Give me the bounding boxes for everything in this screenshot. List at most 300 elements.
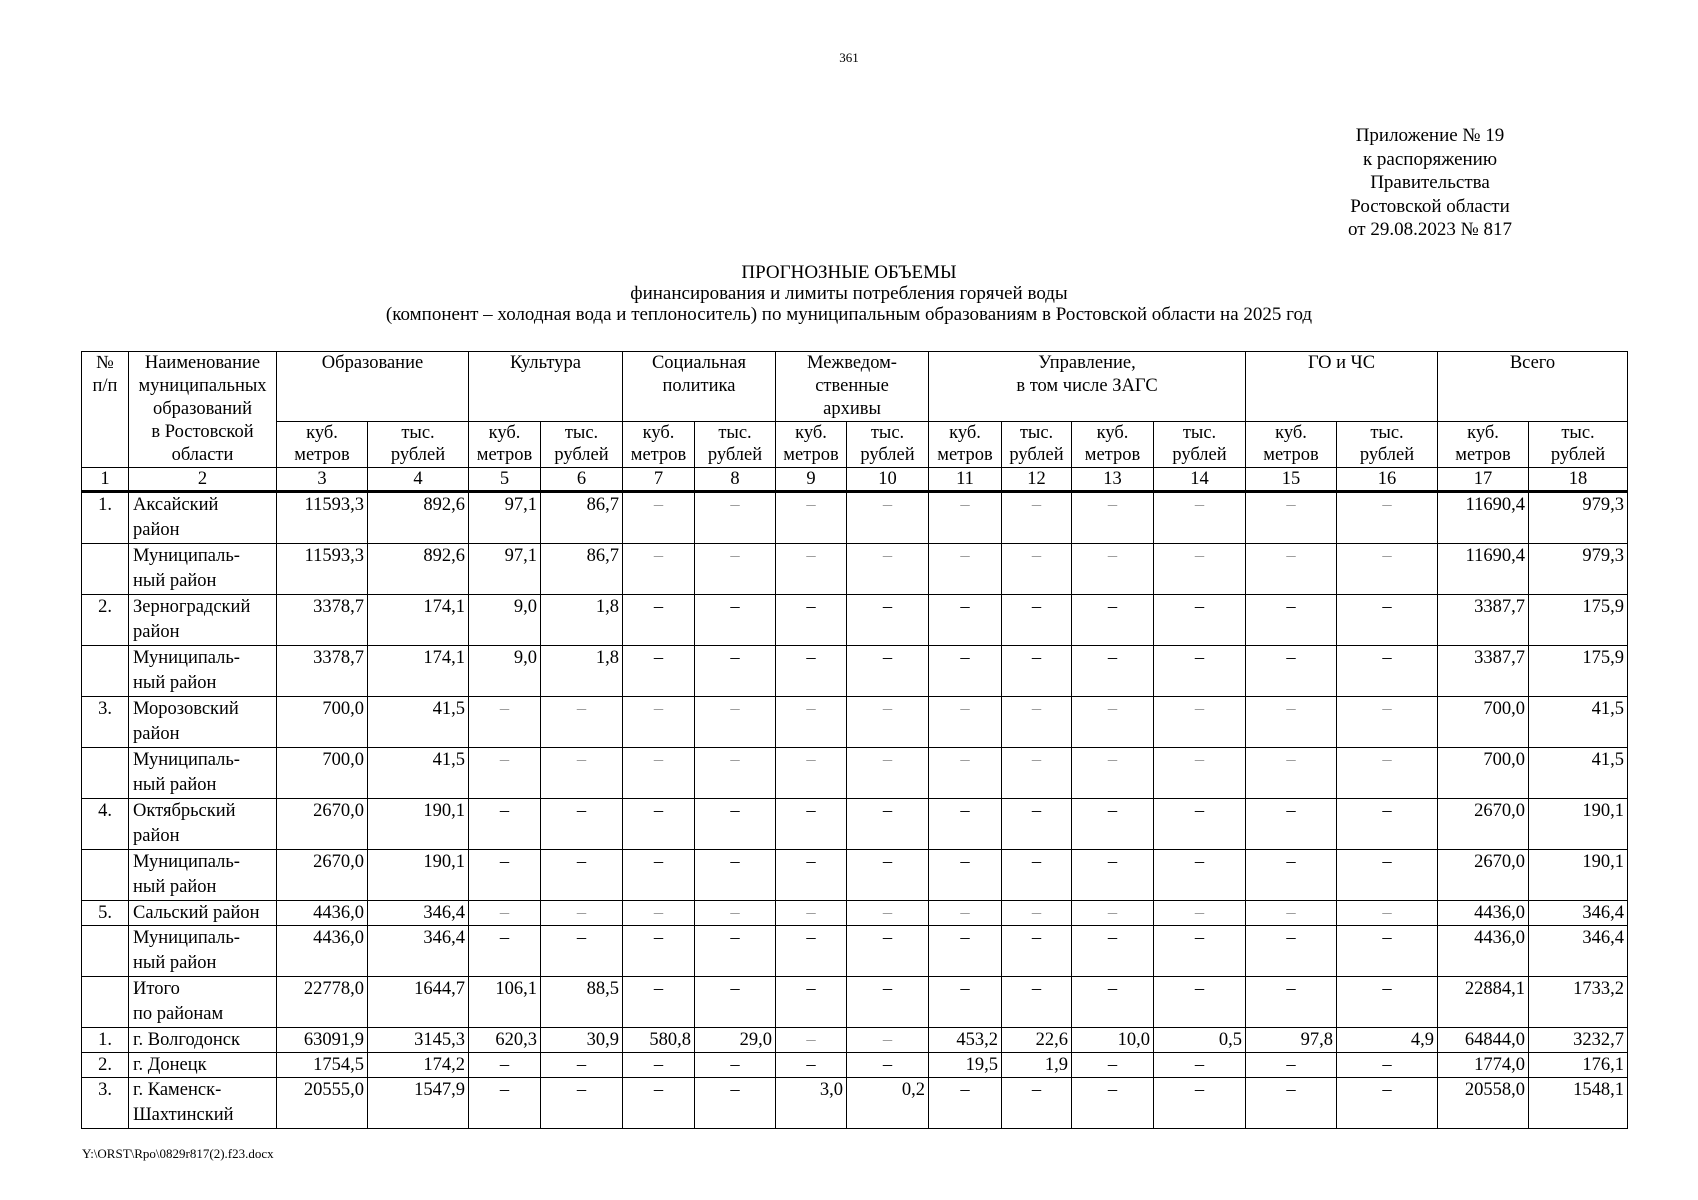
- unit-text: рублей: [1172, 445, 1227, 465]
- row-number: 4.: [82, 799, 129, 850]
- value-cell: 580,8: [623, 1028, 695, 1053]
- header-text: в том числе ЗАГС: [1016, 376, 1158, 396]
- appendix-line: от 29.08.2023 № 817: [1348, 219, 1512, 240]
- footer-file-path: Y:\ORST\Rpo\0829r817(2).f23.docx: [82, 1146, 274, 1161]
- value-cell: 86,7: [541, 544, 623, 595]
- empty-value-cell: –: [1002, 544, 1072, 595]
- empty-value-cell: –: [1002, 595, 1072, 646]
- value-cell: 19,5: [929, 1053, 1002, 1078]
- municipality-name: [129, 926, 277, 977]
- header-num: [82, 352, 129, 468]
- table-row: [82, 492, 1628, 544]
- empty-value-cell: –: [847, 697, 929, 748]
- column-number: 3: [277, 468, 368, 492]
- unit-cubic-meters: [1246, 422, 1337, 468]
- appendix-note: [1300, 124, 1560, 242]
- empty-value-cell: –: [1154, 544, 1246, 595]
- empty-value-cell: –: [1072, 926, 1154, 977]
- empty-value-cell: –: [847, 799, 929, 850]
- unit-cubic-meters: [1072, 422, 1154, 468]
- empty-value-cell: –: [1002, 748, 1072, 799]
- unit-thousand-rubles: [1337, 422, 1438, 468]
- empty-value-cell: –: [695, 977, 776, 1028]
- empty-value-cell: –: [623, 1078, 695, 1129]
- unit-text: тыс.: [401, 423, 435, 443]
- unit-cubic-meters: [623, 422, 695, 468]
- unit-thousand-rubles: [1002, 422, 1072, 468]
- value-cell: 346,4: [1529, 901, 1628, 926]
- row-number: 3.: [82, 1078, 129, 1129]
- value-cell: 20558,0: [1438, 1078, 1529, 1129]
- unit-text: метров: [1084, 445, 1141, 465]
- value-cell: 1,8: [541, 595, 623, 646]
- header-name: [129, 352, 277, 468]
- value-cell: 4436,0: [1438, 901, 1529, 926]
- unit-thousand-rubles: [1529, 422, 1628, 468]
- empty-value-cell: –: [1002, 977, 1072, 1028]
- municipality-name-line: Итого: [133, 979, 180, 999]
- empty-value-cell: –: [695, 544, 776, 595]
- value-cell: 1754,5: [277, 1053, 368, 1078]
- value-cell: 1,8: [541, 646, 623, 697]
- row-number: [82, 850, 129, 901]
- value-cell: 11690,4: [1438, 492, 1529, 544]
- value-cell: 979,3: [1529, 492, 1628, 544]
- unit-thousand-rubles: [1154, 422, 1246, 468]
- header-text: Культура: [510, 353, 581, 373]
- header-group-civil-defense: [1246, 352, 1438, 422]
- value-cell: 174,1: [368, 646, 469, 697]
- municipality-name: [129, 977, 277, 1028]
- value-cell: 3387,7: [1438, 646, 1529, 697]
- column-number: 14: [1154, 468, 1246, 492]
- header-group-culture: [469, 352, 623, 422]
- empty-value-cell: –: [1246, 901, 1337, 926]
- table-row: [82, 646, 1628, 697]
- unit-text: куб.: [642, 423, 675, 443]
- empty-value-cell: –: [695, 1078, 776, 1129]
- empty-value-cell: –: [623, 544, 695, 595]
- value-cell: 1774,0: [1438, 1053, 1529, 1078]
- value-cell: 9,0: [469, 595, 541, 646]
- value-cell: 10,0: [1072, 1028, 1154, 1053]
- municipality-name-line: Морозовский: [133, 699, 239, 719]
- value-cell: 1547,9: [368, 1078, 469, 1129]
- header-text: Социальная: [651, 353, 747, 373]
- empty-value-cell: –: [1154, 926, 1246, 977]
- empty-value-cell: –: [1246, 697, 1337, 748]
- appendix-line: Правительства: [1370, 172, 1490, 193]
- empty-value-cell: –: [1002, 1078, 1072, 1129]
- empty-value-cell: –: [623, 492, 695, 544]
- empty-value-cell: –: [1337, 595, 1438, 646]
- unit-text: рублей: [390, 445, 446, 465]
- value-cell: 0,2: [847, 1078, 929, 1129]
- header-text: Межведом-: [807, 353, 897, 373]
- unit-cubic-meters: [929, 422, 1002, 468]
- value-cell: 2670,0: [277, 799, 368, 850]
- header-group-total: [1438, 352, 1628, 422]
- column-number: 16: [1337, 468, 1438, 492]
- column-number: 11: [929, 468, 1002, 492]
- header-text: в Ростовской: [151, 422, 254, 442]
- value-cell: 106,1: [469, 977, 541, 1028]
- row-number: 1.: [82, 1028, 129, 1053]
- header-text: архивы: [823, 399, 881, 419]
- municipality-name: [129, 850, 277, 901]
- empty-value-cell: –: [847, 748, 929, 799]
- value-cell: 2670,0: [277, 850, 368, 901]
- empty-value-cell: –: [469, 1078, 541, 1129]
- value-cell: 174,1: [368, 595, 469, 646]
- empty-value-cell: –: [1154, 646, 1246, 697]
- unit-text: метров: [783, 445, 839, 465]
- value-cell: 64844,0: [1438, 1028, 1529, 1053]
- page-number: 361: [839, 50, 859, 65]
- empty-value-cell: –: [929, 850, 1002, 901]
- empty-value-cell: –: [1072, 1078, 1154, 1129]
- value-cell: 41,5: [368, 697, 469, 748]
- empty-value-cell: –: [1002, 901, 1072, 926]
- value-cell: 3,0: [776, 1078, 847, 1129]
- value-cell: 346,4: [368, 926, 469, 977]
- empty-value-cell: –: [776, 646, 847, 697]
- empty-value-cell: –: [929, 544, 1002, 595]
- unit-cubic-meters: [469, 422, 541, 468]
- empty-value-cell: –: [1154, 901, 1246, 926]
- column-number: 1: [82, 468, 129, 492]
- empty-value-cell: –: [929, 977, 1002, 1028]
- value-cell: 22778,0: [277, 977, 368, 1028]
- empty-value-cell: –: [1002, 646, 1072, 697]
- empty-value-cell: –: [695, 1053, 776, 1078]
- empty-value-cell: –: [1246, 1053, 1337, 1078]
- table-row: [82, 850, 1628, 901]
- municipality-name-line: район: [133, 622, 180, 642]
- municipality-name-line: Аксайский: [133, 495, 219, 515]
- empty-value-cell: –: [929, 492, 1002, 544]
- empty-value-cell: –: [469, 799, 541, 850]
- municipality-name-line: Сальский район: [133, 903, 260, 923]
- unit-text: метров: [476, 445, 533, 465]
- table-row: [82, 595, 1628, 646]
- header-row-groups: [82, 352, 1628, 422]
- municipality-name: [129, 748, 277, 799]
- empty-value-cell: –: [1154, 850, 1246, 901]
- value-cell: 892,6: [368, 492, 469, 544]
- table-row: [82, 544, 1628, 595]
- unit-thousand-rubles: [541, 422, 623, 468]
- unit-text: рублей: [1359, 445, 1415, 465]
- column-number: 4: [368, 468, 469, 492]
- empty-value-cell: –: [1154, 1053, 1246, 1078]
- unit-text: тыс.: [1561, 423, 1595, 443]
- table-row: [82, 901, 1628, 926]
- municipality-name: [129, 646, 277, 697]
- empty-value-cell: –: [695, 595, 776, 646]
- municipality-name-line: Муниципаль-: [133, 750, 240, 770]
- value-cell: 4,9: [1337, 1028, 1438, 1053]
- value-cell: 190,1: [368, 799, 469, 850]
- empty-value-cell: –: [469, 748, 541, 799]
- empty-value-cell: –: [541, 799, 623, 850]
- municipality-name-line: район: [133, 724, 180, 744]
- value-cell: 41,5: [1529, 748, 1628, 799]
- title-line-3: (компонент – холодная вода и теплоноситель) по муниципальным образованиям в Ростовской области на 2025 год: [385, 304, 1313, 325]
- empty-value-cell: –: [1154, 977, 1246, 1028]
- header-group-archives: [776, 352, 929, 422]
- value-cell: 9,0: [469, 646, 541, 697]
- value-cell: 97,8: [1246, 1028, 1337, 1053]
- empty-value-cell: –: [776, 977, 847, 1028]
- empty-value-cell: –: [847, 492, 929, 544]
- column-number: 10: [847, 468, 929, 492]
- value-cell: 41,5: [1529, 697, 1628, 748]
- empty-value-cell: –: [776, 697, 847, 748]
- empty-value-cell: –: [929, 926, 1002, 977]
- unit-text: метров: [294, 445, 350, 465]
- value-cell: 20555,0: [277, 1078, 368, 1129]
- empty-value-cell: –: [776, 799, 847, 850]
- value-cell: 63091,9: [277, 1028, 368, 1053]
- empty-value-cell: –: [1154, 492, 1246, 544]
- empty-value-cell: –: [623, 901, 695, 926]
- empty-value-cell: –: [1154, 1078, 1246, 1129]
- unit-text: рублей: [860, 445, 915, 465]
- municipality-name: [129, 595, 277, 646]
- empty-value-cell: –: [541, 926, 623, 977]
- value-cell: 88,5: [541, 977, 623, 1028]
- column-number: 18: [1529, 468, 1628, 492]
- municipality-name: [129, 901, 277, 926]
- value-cell: 175,9: [1529, 646, 1628, 697]
- header-text: ственные: [815, 376, 889, 396]
- empty-value-cell: –: [623, 850, 695, 901]
- column-number: 8: [695, 468, 776, 492]
- empty-value-cell: –: [1246, 799, 1337, 850]
- empty-value-cell: –: [1072, 850, 1154, 901]
- municipality-name: [129, 544, 277, 595]
- appendix-line: к распоряжению: [1362, 148, 1498, 170]
- unit-cubic-meters: [776, 422, 847, 468]
- empty-value-cell: –: [541, 697, 623, 748]
- empty-value-cell: –: [847, 901, 929, 926]
- empty-value-cell: –: [776, 901, 847, 926]
- empty-value-cell: –: [776, 544, 847, 595]
- empty-value-cell: –: [929, 1078, 1002, 1129]
- empty-value-cell: –: [1337, 697, 1438, 748]
- empty-value-cell: –: [541, 850, 623, 901]
- empty-value-cell: –: [1337, 799, 1438, 850]
- value-cell: 30,9: [541, 1028, 623, 1053]
- value-cell: 175,9: [1529, 595, 1628, 646]
- empty-value-cell: –: [1002, 926, 1072, 977]
- empty-value-cell: –: [1154, 748, 1246, 799]
- municipality-name: [129, 697, 277, 748]
- unit-text: тыс.: [1370, 423, 1404, 443]
- unit-text: тыс.: [718, 423, 752, 443]
- column-number: 12: [1002, 468, 1072, 492]
- empty-value-cell: –: [847, 926, 929, 977]
- empty-value-cell: –: [1002, 697, 1072, 748]
- unit-text: тыс.: [564, 423, 599, 443]
- title-line-2: финансирования и лимиты потребления горячей воды: [630, 283, 1068, 304]
- empty-value-cell: –: [929, 646, 1002, 697]
- header-text: п/п: [92, 376, 118, 396]
- header-text: Управление,: [1038, 353, 1136, 373]
- value-cell: 1548,1: [1529, 1078, 1628, 1129]
- value-cell: 4436,0: [277, 901, 368, 926]
- empty-value-cell: –: [847, 1028, 929, 1053]
- empty-value-cell: –: [1072, 1053, 1154, 1078]
- empty-value-cell: –: [1072, 492, 1154, 544]
- value-cell: 700,0: [277, 697, 368, 748]
- empty-value-cell: –: [695, 850, 776, 901]
- unit-text: рублей: [707, 445, 763, 465]
- value-cell: 3145,3: [368, 1028, 469, 1053]
- empty-value-cell: –: [1002, 850, 1072, 901]
- value-cell: 2670,0: [1438, 799, 1529, 850]
- municipality-name: [129, 1053, 277, 1078]
- empty-value-cell: –: [1337, 748, 1438, 799]
- row-number: 2.: [82, 1053, 129, 1078]
- value-cell: 346,4: [1529, 926, 1628, 977]
- empty-value-cell: –: [1246, 544, 1337, 595]
- value-cell: 700,0: [1438, 748, 1529, 799]
- appendix-line: Ростовской области: [1350, 195, 1510, 217]
- table-row: [82, 1078, 1628, 1129]
- empty-value-cell: –: [847, 646, 929, 697]
- empty-value-cell: –: [695, 799, 776, 850]
- unit-text: тыс.: [1182, 423, 1217, 443]
- empty-value-cell: –: [1072, 595, 1154, 646]
- empty-value-cell: –: [541, 1078, 623, 1129]
- empty-value-cell: –: [1337, 977, 1438, 1028]
- empty-value-cell: –: [776, 492, 847, 544]
- row-number: [82, 646, 129, 697]
- municipality-name-line: Муниципаль-: [133, 928, 240, 948]
- municipality-name-line: г. Каменск-: [133, 1080, 222, 1100]
- header-text: Всего: [1509, 353, 1556, 373]
- header-group-administration: [929, 352, 1246, 422]
- empty-value-cell: –: [469, 926, 541, 977]
- empty-value-cell: –: [695, 697, 776, 748]
- empty-value-cell: –: [1154, 799, 1246, 850]
- empty-value-cell: –: [623, 799, 695, 850]
- empty-value-cell: –: [1246, 748, 1337, 799]
- empty-value-cell: –: [1246, 646, 1337, 697]
- value-cell: 1644,7: [368, 977, 469, 1028]
- unit-thousand-rubles: [847, 422, 929, 468]
- appendix-line: Приложение № 19: [1355, 125, 1505, 146]
- empty-value-cell: –: [1154, 595, 1246, 646]
- municipality-name-line: Муниципаль-: [133, 852, 240, 872]
- value-cell: 176,1: [1529, 1053, 1628, 1078]
- row-number: [82, 748, 129, 799]
- header-row-units: [82, 422, 1628, 468]
- unit-text: тыс.: [870, 423, 905, 443]
- value-cell: 11593,3: [277, 492, 368, 544]
- column-number: 17: [1438, 468, 1529, 492]
- empty-value-cell: –: [469, 901, 541, 926]
- row-number: [82, 977, 129, 1028]
- empty-value-cell: –: [623, 748, 695, 799]
- table-row: [82, 926, 1628, 977]
- value-cell: 3378,7: [277, 646, 368, 697]
- value-cell: 29,0: [695, 1028, 776, 1053]
- empty-value-cell: –: [929, 901, 1002, 926]
- empty-value-cell: –: [1072, 799, 1154, 850]
- municipality-name-line: район: [133, 826, 180, 846]
- unit-text: рублей: [1009, 445, 1064, 465]
- column-number: 7: [623, 468, 695, 492]
- empty-value-cell: –: [695, 748, 776, 799]
- table-row: [82, 697, 1628, 748]
- empty-value-cell: –: [847, 544, 929, 595]
- empty-value-cell: –: [541, 748, 623, 799]
- value-cell: 979,3: [1529, 544, 1628, 595]
- municipality-name-line: район: [133, 520, 180, 540]
- value-cell: 97,1: [469, 544, 541, 595]
- unit-text: тыс.: [1019, 423, 1054, 443]
- row-number: 3.: [82, 697, 129, 748]
- forecast-table: [81, 351, 1628, 1129]
- empty-value-cell: –: [1154, 697, 1246, 748]
- unit-text: метров: [630, 445, 687, 465]
- header-group-education: [277, 352, 469, 422]
- empty-value-cell: –: [929, 748, 1002, 799]
- empty-value-cell: –: [695, 646, 776, 697]
- empty-value-cell: –: [847, 1053, 929, 1078]
- column-number: 2: [129, 468, 277, 492]
- municipality-name: [129, 1078, 277, 1129]
- municipality-name-line: Муниципаль-: [133, 648, 240, 668]
- value-cell: 346,4: [368, 901, 469, 926]
- value-cell: 700,0: [277, 748, 368, 799]
- empty-value-cell: –: [1246, 595, 1337, 646]
- header-text: муниципальных: [138, 376, 267, 396]
- value-cell: 453,2: [929, 1028, 1002, 1053]
- unit-text: метров: [937, 445, 993, 465]
- value-cell: 3378,7: [277, 595, 368, 646]
- empty-value-cell: –: [1072, 646, 1154, 697]
- empty-value-cell: –: [776, 1053, 847, 1078]
- municipality-name: [129, 492, 277, 544]
- municipality-name-line: Шахтинский: [133, 1105, 234, 1125]
- value-cell: 190,1: [368, 850, 469, 901]
- table-row: [82, 1053, 1628, 1078]
- header-text: Наименование: [144, 353, 261, 373]
- header-text: №: [96, 353, 114, 373]
- header-text: Образование: [321, 353, 424, 373]
- municipality-name-line: по районам: [133, 1004, 224, 1024]
- empty-value-cell: –: [469, 850, 541, 901]
- unit-text: куб.: [1275, 423, 1307, 443]
- column-number: 15: [1246, 468, 1337, 492]
- unit-text: куб.: [1467, 423, 1499, 443]
- empty-value-cell: –: [929, 799, 1002, 850]
- value-cell: 620,3: [469, 1028, 541, 1053]
- unit-text: рублей: [554, 445, 609, 465]
- empty-value-cell: –: [776, 850, 847, 901]
- empty-value-cell: –: [541, 901, 623, 926]
- column-number: 13: [1072, 468, 1154, 492]
- empty-value-cell: –: [623, 646, 695, 697]
- empty-value-cell: –: [1072, 977, 1154, 1028]
- empty-value-cell: –: [1337, 544, 1438, 595]
- empty-value-cell: –: [1337, 901, 1438, 926]
- value-cell: 0,5: [1154, 1028, 1246, 1053]
